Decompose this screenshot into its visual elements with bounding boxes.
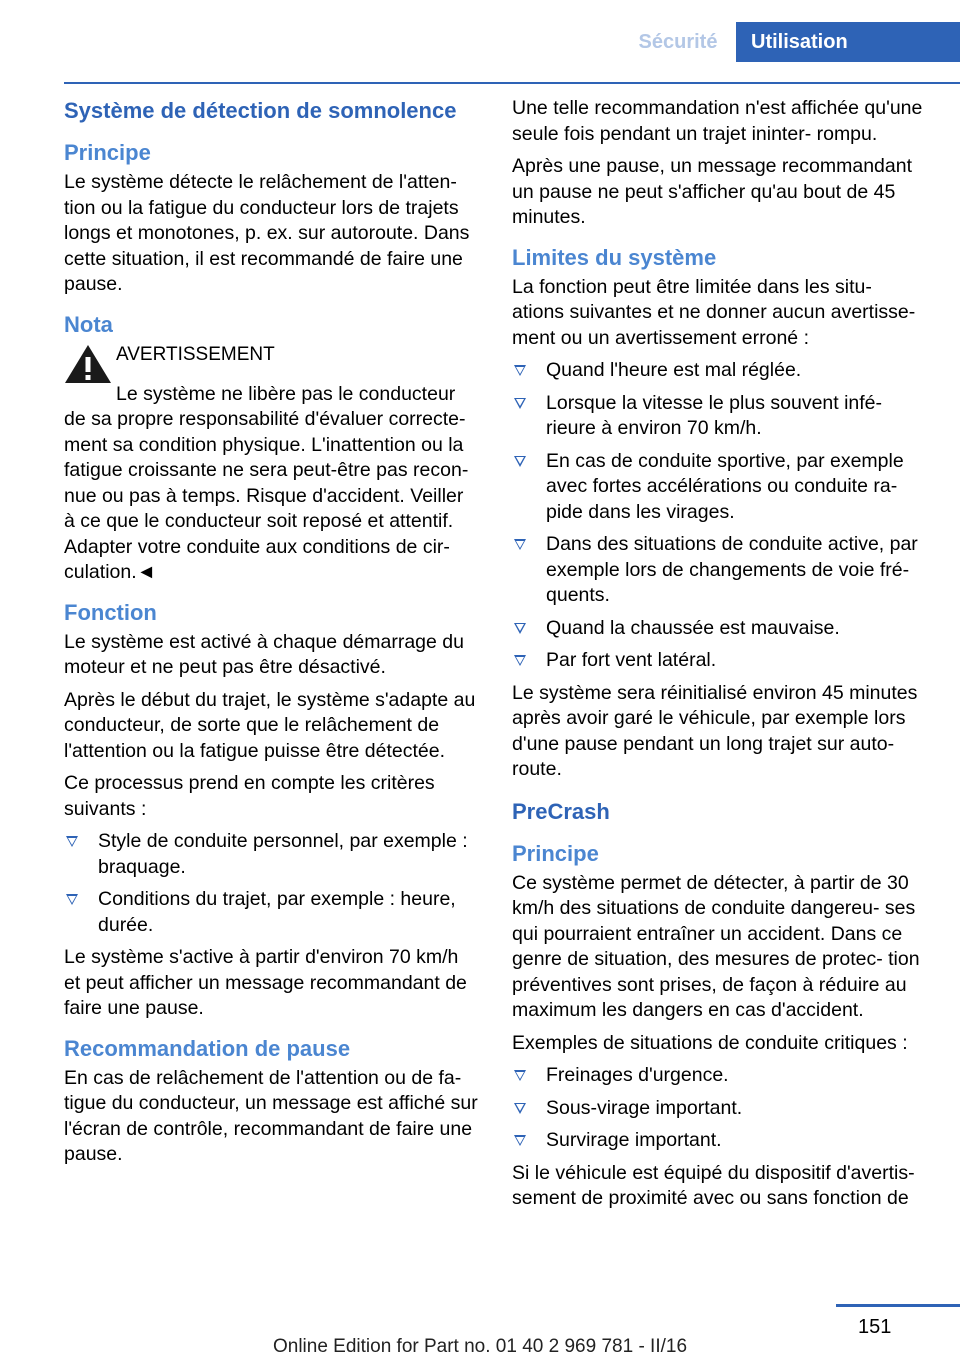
triangle-bullet-icon xyxy=(66,894,78,905)
triangle-bullet-icon xyxy=(514,539,526,550)
footer-rule xyxy=(836,1304,960,1307)
list-item: Sous-virage important. xyxy=(512,1096,926,1122)
triangle-bullet-icon xyxy=(66,836,78,847)
recommandation-text: En cas de relâchement de l'attention ou de fa- tigue du conducteur, un message est affiché sur l'écran de contrôle, recommandant de faire une pause. xyxy=(64,1066,478,1165)
examples-intro: Exemples de situations de conduite critiques : xyxy=(512,1031,908,1054)
list-item: Quand l'heure est mal réglée. xyxy=(512,358,926,384)
fonction-paragraph-3: Ce processus prend en compte les critères suivants : xyxy=(64,772,435,820)
warning-triangle-icon xyxy=(64,344,112,384)
list-item: Style de conduite personnel, par exemple : braquage. xyxy=(64,829,478,880)
fonction-paragraph-2: Après le début du trajet, le système s'adapte au conducteur, de sorte que le relâchement de l'attention ou la fatigue puisse être détectée. xyxy=(64,688,476,762)
left-column xyxy=(64,96,478,1175)
list-item: Freinages d'urgence. xyxy=(512,1063,926,1089)
examples-list xyxy=(512,1063,926,1154)
limites-heading: Limites du système xyxy=(512,244,717,270)
tab-securite[interactable]: Sécurité xyxy=(638,31,718,53)
limites-list xyxy=(512,358,926,674)
triangle-bullet-icon xyxy=(514,655,526,666)
principe-text: Le système détecte le relâchement de l'atten- tion ou la fatigue du conducteur lors de trajets longs et monotones, p. ex. sur autoroute. Dans cette situation, il est recommandé de faire une pause. xyxy=(64,171,470,295)
list-item: Conditions du trajet, par exemple : heure, durée. xyxy=(64,887,478,938)
fonction-heading: Fonction xyxy=(64,599,157,625)
header-rule xyxy=(64,82,960,84)
fonction-paragraph-1: Le système est activé à chaque démarrage du moteur et ne peut pas être désactivé. xyxy=(64,630,464,678)
final-text: Si le véhicule est équipé du dispositif d'avertis- sement de proximité avec ou sans fonction de xyxy=(512,1161,915,1209)
triangle-bullet-icon xyxy=(514,1070,526,1081)
section-title: Système de détection de somnolence xyxy=(64,98,457,123)
recommandation-paragraph-3: Après une pause, un message recommandant un pause ne peut s'afficher qu'au bout de 45 minutes. xyxy=(512,155,912,228)
principe-heading: Principe xyxy=(64,140,151,165)
criteria-list xyxy=(64,829,478,938)
triangle-bullet-icon xyxy=(514,398,526,409)
tab-utilisation[interactable]: Utilisation xyxy=(736,22,960,62)
list-item: Par fort vent latéral. xyxy=(512,648,926,674)
limites-outro: Le système sera réinitialisé environ 45 minutes après avoir garé le véhicule, par exemple lors d'une pause pendant un long trajet sur auto- route. xyxy=(512,681,918,780)
edition-footer: Online Edition for Part no. 01 40 2 969 781 - II/16 xyxy=(272,1336,688,1357)
list-item: Lorsque la vitesse le plus souvent infé- rieure à environ 70 km/h. xyxy=(512,391,926,442)
limites-intro: La fonction peut être limitée dans les situ- ations suivantes et ne donner aucun avertisse- ment ou un avertissement erroné : xyxy=(512,275,916,349)
triangle-bullet-icon xyxy=(514,1103,526,1114)
list-item: Survirage important. xyxy=(512,1128,926,1154)
precrash-principe-heading: Principe xyxy=(512,840,599,866)
page-number: 151 xyxy=(858,1316,892,1338)
triangle-bullet-icon xyxy=(514,365,526,376)
recommandation-heading: Recommandation de pause xyxy=(64,1035,351,1061)
nota-heading: Nota xyxy=(64,311,113,337)
recommandation-paragraph-2: Une telle recommandation n'est affichée qu'une seule fois pendant un trajet ininter- rompu. xyxy=(512,97,923,145)
triangle-bullet-icon xyxy=(514,623,526,634)
warning-text: Le système ne libère pas le conducteur de sa propre responsabilité d'évaluer correcte- ment sa condition physique. L'inattention ou la fatigue croissante ne sera peut-être pas recon- nue ou pas à temps. Risque d'accident. Veiller à ce que le conducteur soit reposé et attentif. Adapter votre conduite aux conditions de cir- culation.◄ xyxy=(64,382,469,583)
warning-title: AVERTISSEMENT xyxy=(116,343,275,365)
precrash-text: Ce système permet de détecter, à partir de 30 km/h des situations de conduite dangereu- ses qui pourraient entraîner un accident. Dans ce genre de situation, des mesures de protec- tion préventives sont prises, de façon à réduire au maximum les dangers en cas d'accident. xyxy=(512,871,920,1021)
triangle-bullet-icon xyxy=(514,456,526,467)
list-item: Quand la chaussée est mauvaise. xyxy=(512,616,926,642)
precrash-title: PreCrash xyxy=(512,798,610,824)
list-item: Dans des situations de conduite active, par exemple lors de changements de voie fré- quents. xyxy=(512,532,926,609)
fonction-paragraph-4: Le système s'active à partir d'environ 70 km/h et peut afficher un message recommandant de faire une pause. xyxy=(64,946,467,1019)
warning-box xyxy=(64,342,478,586)
triangle-bullet-icon xyxy=(514,1135,526,1146)
right-column xyxy=(512,96,926,1219)
list-item: En cas de conduite sportive, par exemple avec fortes accélérations ou conduite ra- pide dans les virages. xyxy=(512,449,926,526)
header-tabs xyxy=(0,22,960,62)
